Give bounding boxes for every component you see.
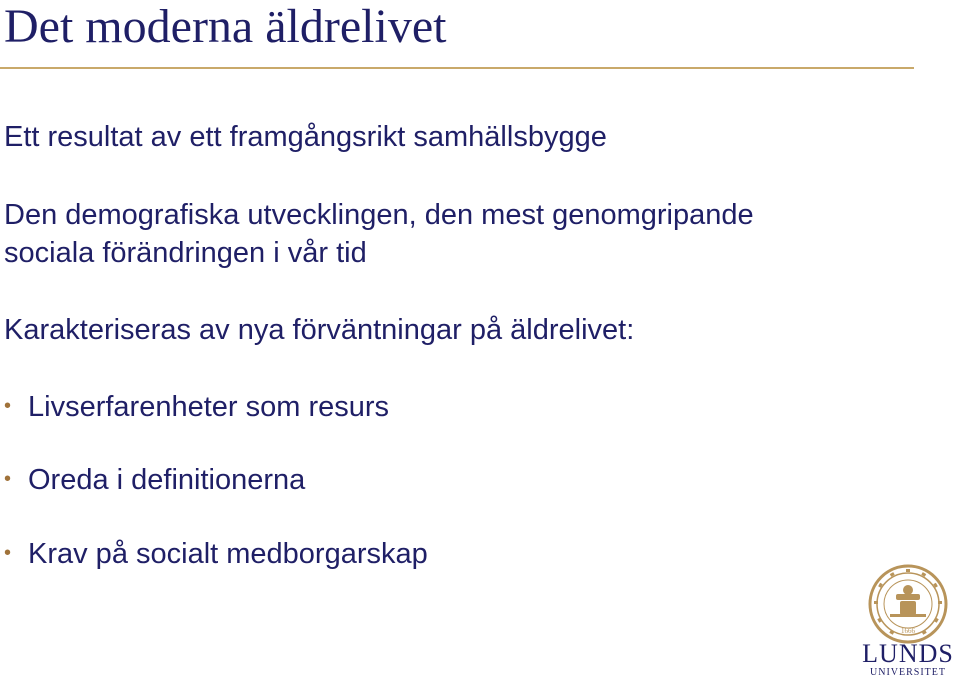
university-subtitle: UNIVERSITET [870,667,946,678]
bullet-item [4,460,305,499]
paragraph-demographic-line1: Den demografiska utvecklingen, den mest genomgripande [4,199,754,231]
university-wordmark [858,641,958,679]
bullet-text: Oreda i definitionerna [28,464,306,496]
bullet-dot-icon: • [4,542,12,564]
title-divider [0,67,914,69]
bullet-item [4,387,389,426]
slide-title: Det moderna äldrelivet [4,0,447,53]
bullet-dot-icon: • [4,468,12,490]
bullet-dot-icon: • [4,395,12,417]
bullet-item [4,534,428,573]
paragraph-characterized: Karakteriseras av nya förväntningar på äldrelivet: [4,314,635,346]
university-name: LUNDS [862,639,954,668]
svg-text:1666: 1666 [901,627,915,635]
paragraph-result: Ett resultat av ett framgångsrikt samhällsbygge [4,121,607,153]
bullet-text: Krav på socialt medborgarskap [28,538,428,570]
bullet-text: Livserfarenheter som resurs [28,391,390,423]
paragraph-demographic-line2: sociala förändringen i vår tid [4,237,367,269]
